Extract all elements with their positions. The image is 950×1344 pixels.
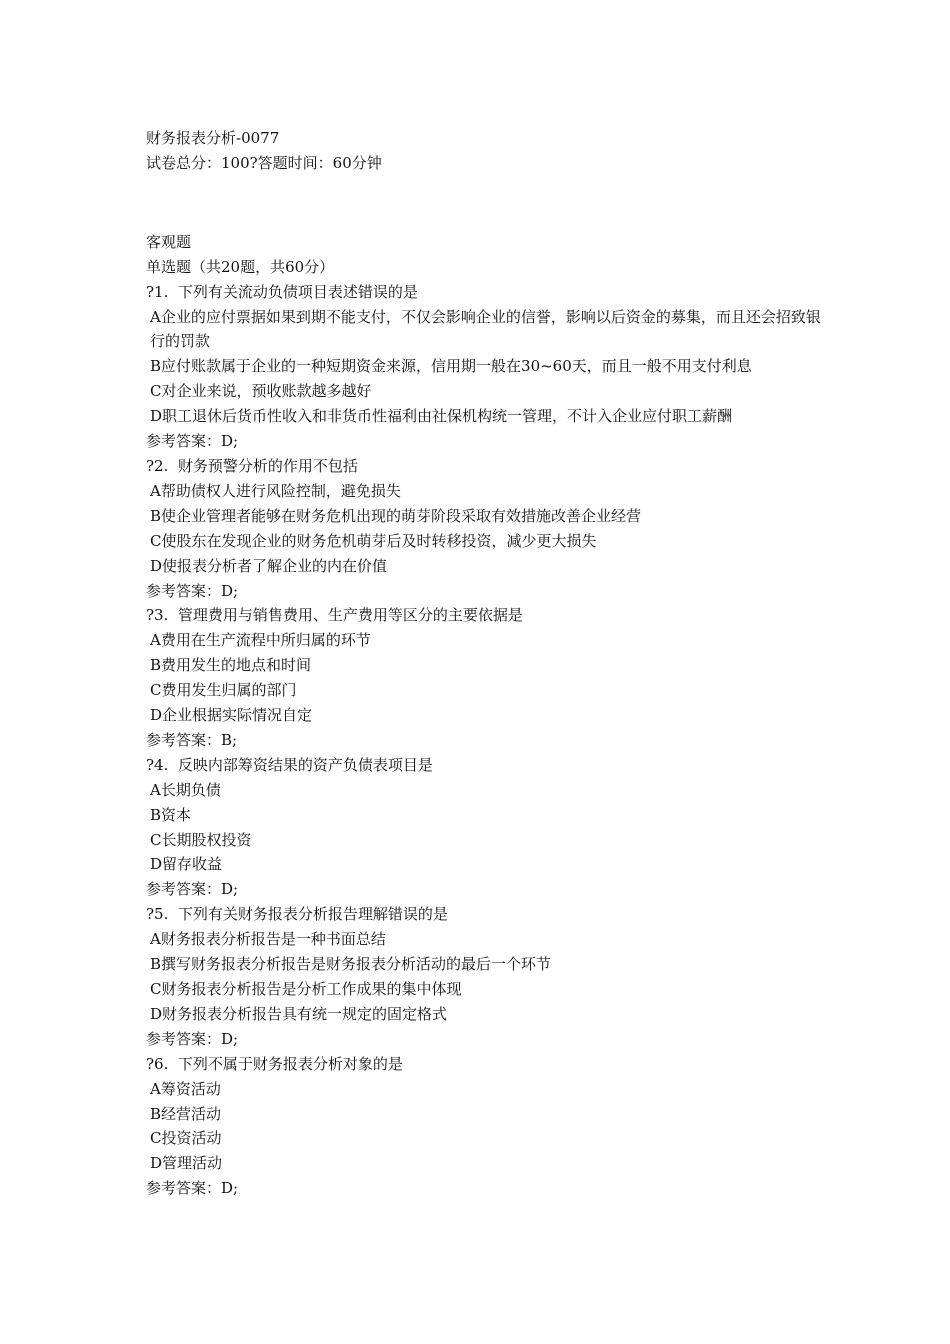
option-a: A帮助债权人进行风险控制，避免损失 [150, 481, 401, 500]
option-c: C费用发生归属的部门 [150, 681, 297, 700]
exam-meta: 试卷总分：100?答题时间：60分钟 [146, 153, 382, 172]
section-subtitle: 单选题（共20题，共60分） [146, 257, 335, 276]
document-title: 财务报表分析-0077 [146, 129, 280, 147]
option-d: D使报表分析者了解企业的内在价值 [150, 556, 388, 575]
option-a: A长期负债 [150, 780, 221, 799]
answer: 参考答案：D; [146, 1029, 239, 1048]
question-1 [146, 280, 826, 454]
option-c: C对企业来说，预收账款越多越好 [150, 382, 372, 401]
option-d: D财务报表分析报告具有统一规定的固定格式 [150, 1004, 448, 1023]
option-c: C长期股权投资 [150, 830, 252, 849]
question-2 [146, 454, 826, 603]
question-stem: ?4. 反映内部筹资结果的资产负债表项目是 [146, 755, 433, 774]
question-stem: ?1. 下列有关流动负债项目表述错误的是 [146, 282, 418, 301]
option-a: A企业的应付票据如果到期不能支付，不仅会影响企业的信誉，影响以后资金的募集，而且还会招致银行的罚款 [150, 307, 821, 351]
question-stem: ?6. 下列不属于财务报表分析对象的是 [146, 1054, 403, 1073]
answer: 参考答案：B; [146, 730, 238, 749]
section-title: 客观题 [146, 232, 192, 251]
question-stem: ?2. 财务预警分析的作用不包括 [146, 456, 358, 475]
answer: 参考答案：D; [146, 1179, 239, 1198]
question-4 [146, 753, 826, 902]
option-b: B使企业管理者能够在财务危机出现的萌芽阶段采取有效措施改善企业经营 [150, 506, 642, 525]
spacer [146, 176, 826, 230]
option-b: B资本 [150, 805, 192, 824]
answer: 参考答案：D; [146, 432, 239, 451]
question-stem: ?5. 下列有关财务报表分析报告理解错误的是 [146, 905, 448, 924]
option-d: D管理活动 [150, 1154, 223, 1173]
answer: 参考答案：D; [146, 581, 239, 600]
option-c: C投资活动 [150, 1129, 222, 1148]
question-5 [146, 902, 826, 1051]
option-c: C财务报表分析报告是分析工作成果的集中体现 [150, 980, 462, 998]
option-d: D企业根据实际情况自定 [150, 706, 313, 725]
question-3 [146, 603, 826, 752]
option-b: B撰写财务报表分析报告是财务报表分析活动的最后一个环节 [150, 955, 552, 974]
option-a: A筹资活动 [150, 1079, 221, 1098]
option-d: D职工退休后货币性收入和非货币性福利由社保机构统一管理，不计入企业应付职工薪酬 [150, 407, 733, 426]
document-page [146, 126, 826, 1201]
option-a: A费用在生产流程中所归属的环节 [150, 631, 371, 650]
option-b: B应付账款属于企业的一种短期资金来源，信用期一般在30~60天，而且一般不用支付利息 [150, 357, 752, 376]
option-b: B经营活动 [150, 1104, 222, 1123]
option-d: D留存收益 [150, 855, 223, 874]
option-a: A财务报表分析报告是一种书面总结 [150, 930, 386, 949]
option-b: B费用发生的地点和时间 [150, 656, 312, 675]
answer: 参考答案：D; [146, 880, 239, 899]
option-c: C使股东在发现企业的财务危机萌芽后及时转移投资，减少更大损失 [150, 531, 597, 550]
question-stem: ?3. 管理费用与销售费用、生产费用等区分的主要依据是 [146, 606, 523, 625]
question-6 [146, 1052, 826, 1201]
